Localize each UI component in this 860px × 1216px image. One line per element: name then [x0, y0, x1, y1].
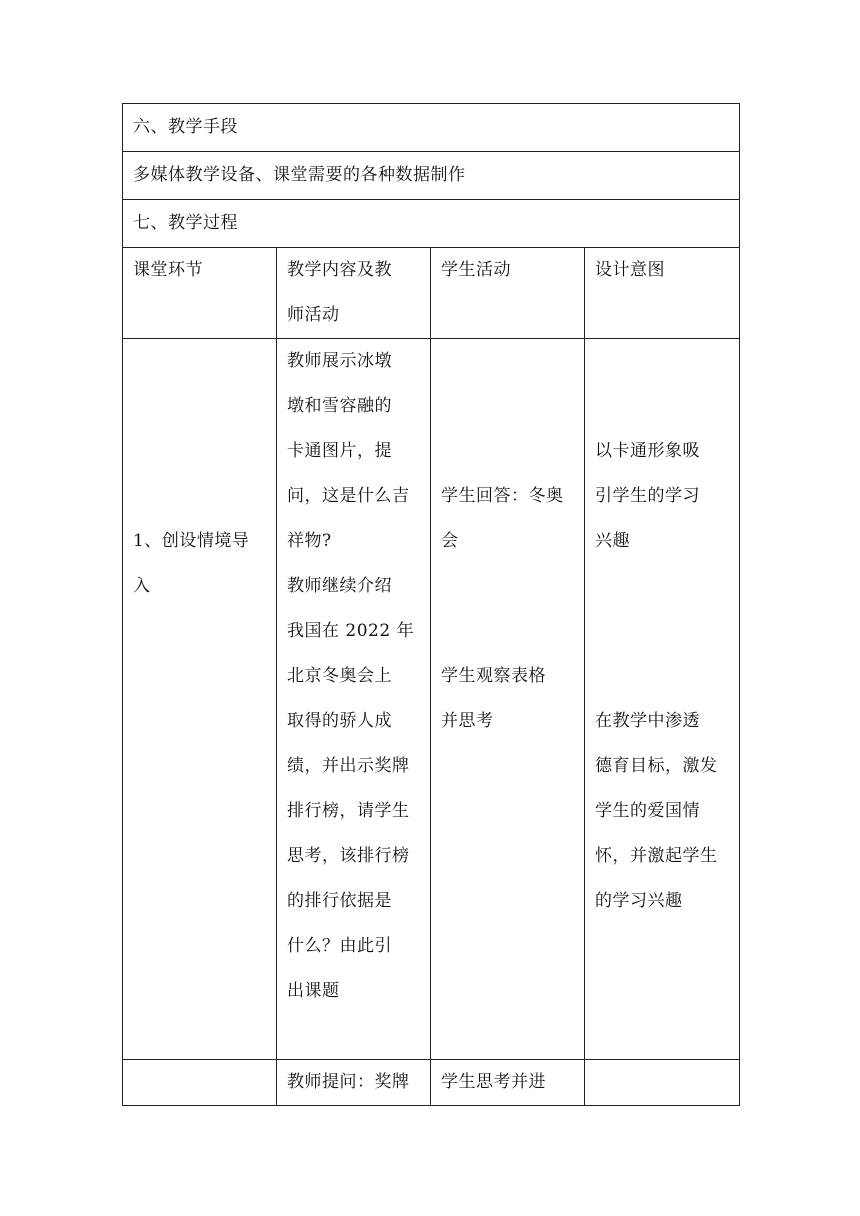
- table-row: [123, 339, 740, 1060]
- student-activity-cell-2: 学生思考并进: [431, 1060, 585, 1106]
- design-intent-b-line: 在教学中渗透: [595, 711, 700, 731]
- student-activity-b-line1: 学生观察表格: [441, 666, 546, 686]
- student-activity-a-line1: 学生回答：冬奥: [441, 486, 564, 506]
- teacher-line: 教师展示冰墩: [287, 351, 392, 371]
- design-intent-cell: [585, 339, 740, 1060]
- teacher-line: 墩和雪容融的: [287, 396, 392, 416]
- section-6-heading: 六、教学手段: [123, 104, 740, 152]
- teacher-line: 思考，该排行榜: [287, 846, 410, 866]
- header-design: [585, 248, 740, 339]
- header-teacher-label-line2: 师活动: [287, 305, 340, 325]
- teacher-line: 排行榜，请学生: [287, 801, 410, 821]
- stage-cell: [123, 339, 277, 1060]
- section-6-content: 多媒体教学设备、课堂需要的各种数据制作: [123, 152, 740, 200]
- design-intent-a-line: 兴趣: [595, 531, 630, 551]
- section-6-heading-row: [123, 104, 740, 152]
- header-stage-label: 课堂环节: [133, 260, 203, 280]
- teacher-activity-cell-2: 教师提问：奖牌: [277, 1060, 431, 1106]
- table-header-row: [123, 248, 740, 339]
- design-intent-b-line: 的学习兴趣: [595, 891, 683, 911]
- teacher-line: 取得的骄人成: [287, 711, 392, 731]
- header-stage: [123, 248, 277, 339]
- design-intent-cell-2: [585, 1060, 740, 1106]
- teacher-line: 北京冬奥会上: [287, 666, 392, 686]
- student-activity-b-line2: 并思考: [441, 711, 494, 731]
- teacher-line: 绩，并出示奖牌: [287, 756, 410, 776]
- student-activity-cell: [431, 339, 585, 1060]
- section-7-heading: 七、教学过程: [123, 200, 740, 248]
- teacher-line: 祥物?: [287, 531, 332, 551]
- header-teacher: [277, 248, 431, 339]
- teacher-line: 问，这是什么吉: [287, 486, 410, 506]
- teacher-line: 我国在 2022 年: [287, 621, 415, 641]
- design-intent-b-line: 怀，并激起学生: [595, 846, 718, 866]
- header-student-label: 学生活动: [441, 260, 511, 280]
- design-intent-a-line: 引学生的学习: [595, 486, 700, 506]
- teacher-line: 教师继续介绍: [287, 576, 392, 596]
- student-activity-a-line2: 会: [441, 531, 459, 551]
- table-row: [123, 1060, 740, 1106]
- teacher-line: 出课题: [287, 981, 340, 1001]
- section-6-content-row: [123, 152, 740, 200]
- design-intent-a-line: 以卡通形象吸: [595, 441, 700, 461]
- header-student: [431, 248, 585, 339]
- teacher-line: 卡通图片，提: [287, 441, 392, 461]
- teacher-line: 的排行依据是: [287, 891, 392, 911]
- header-teacher-label-line1: 教学内容及教: [287, 260, 392, 280]
- design-intent-b-line: 学生的爱国情: [595, 801, 700, 821]
- stage-text-line2: 入: [133, 576, 151, 596]
- teacher-line: 什么？由此引: [287, 936, 392, 956]
- design-intent-b-line: 德育目标，激发: [595, 756, 718, 776]
- teaching-plan-table: [122, 103, 740, 1106]
- teacher-activity-cell: [277, 339, 431, 1060]
- header-design-label: 设计意图: [595, 260, 665, 280]
- section-7-heading-row: [123, 200, 740, 248]
- stage-text-line1: 1、创设情境导: [133, 531, 250, 551]
- stage-cell-2: [123, 1060, 277, 1106]
